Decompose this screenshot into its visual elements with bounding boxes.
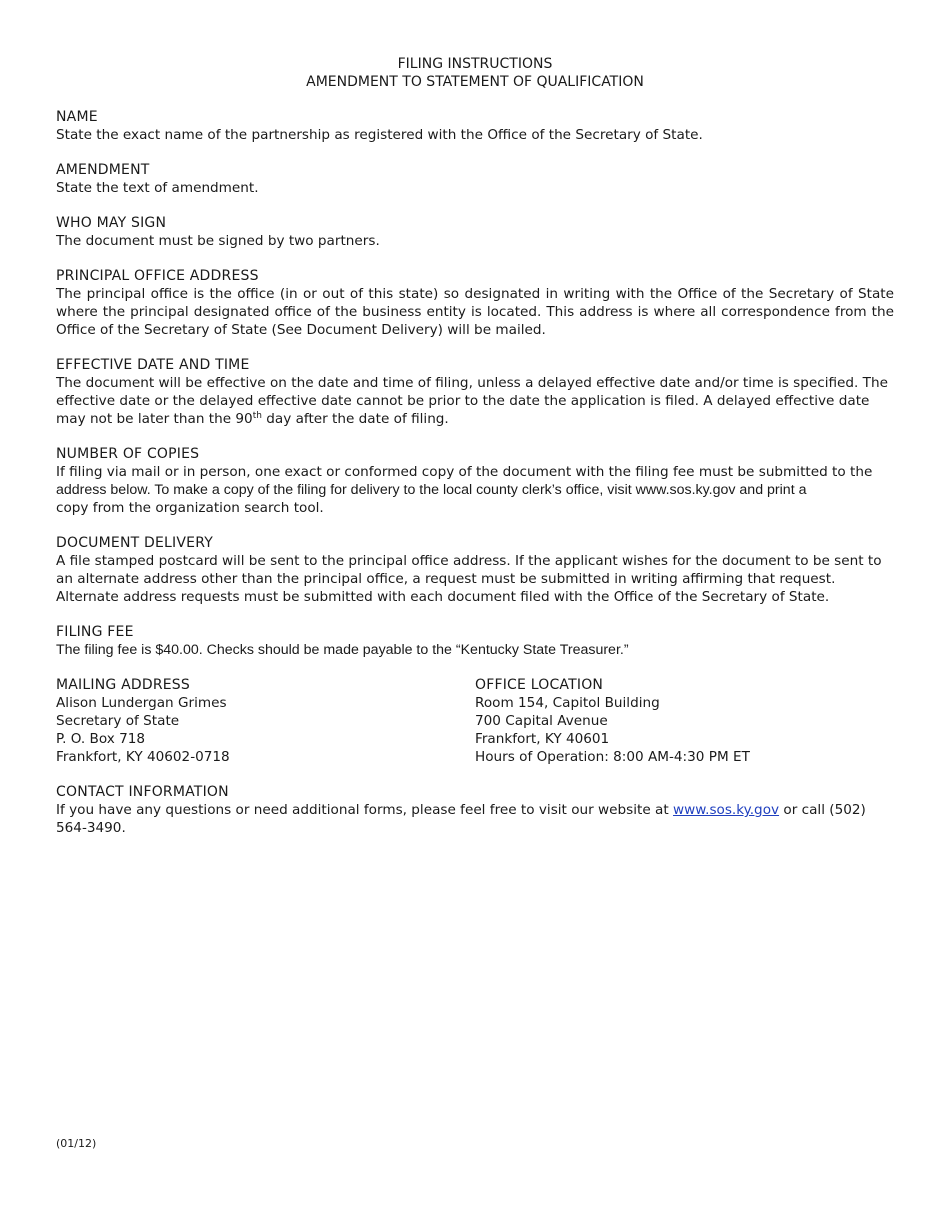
title-line-1: FILING INSTRUCTIONS: [397, 56, 553, 72]
section-heading: EFFECTIVE DATE AND TIME: [56, 357, 250, 373]
address-line: 700 Capital Avenue: [475, 713, 608, 729]
section-filing-fee: [56, 623, 894, 659]
section-heading: AMENDMENT: [56, 162, 150, 178]
contact-text-start: If you have any questions or need additional forms, please feel free to visit our website at: [56, 802, 674, 818]
contact-text-end: or call (502) 564-3490.: [56, 802, 866, 836]
section-text: A file stamped postcard will be sent to the principal office address. If the applicant wishes for the document to be sent to an alternate address other than the principal office, a request must be submitted in writing affirming that request. Alternate address requests must be submitted with each document filed with the Office of the Secretary of State.: [56, 553, 882, 605]
section-document-delivery: [56, 534, 894, 606]
section-text: [56, 801, 894, 837]
document-title: [0, 55, 950, 91]
revision-date: (01/12): [56, 1137, 97, 1150]
address-line: Frankfort, KY 40601: [475, 731, 610, 747]
section-heading: NAME: [56, 109, 98, 125]
section-text: [56, 374, 894, 428]
title-line-2: AMENDMENT TO STATEMENT OF QUALIFICATION: [306, 74, 644, 90]
address-columns: [56, 676, 894, 766]
section-effective-date: [56, 356, 894, 428]
website-link[interactable]: www.sos.ky.gov: [673, 802, 780, 818]
section-number-of-copies: [56, 445, 894, 517]
section-heading: CONTACT INFORMATION: [56, 784, 229, 800]
effective-text-start: The document will be effective on the date and time of filing, unless a delayed effective date and/or time is specified. The effective date or the delayed effective date cannot be prior to the date the application is filed. A delayed effective date may not be later than the 90: [56, 375, 888, 427]
ordinal-suffix: th: [252, 411, 262, 421]
section-amendment: [56, 161, 894, 197]
section-principal-office: [56, 267, 894, 339]
address-line: Frankfort, KY 40602-0718: [56, 749, 230, 765]
section-heading: DOCUMENT DELIVERY: [56, 535, 213, 551]
section-who-may-sign: [56, 214, 894, 250]
section-heading: PRINCIPAL OFFICE ADDRESS: [56, 268, 259, 284]
section-contact-information: [56, 783, 894, 837]
address-line: Room 154, Capitol Building: [475, 695, 660, 711]
section-name: [56, 108, 894, 144]
address-line: Secretary of State: [56, 713, 180, 729]
address-line: Alison Lundergan Grimes: [56, 695, 227, 711]
section-heading: FILING FEE: [56, 624, 134, 640]
copies-line-1: If filing via mail or in person, one exact or conformed copy of the document with the filing fee must be submitted to the: [56, 464, 873, 480]
section-text: The principal office is the office (in or out of this state) so designated in writing with the Office of the Secretary of State where the principal designated office of the business entity is located. This address is where all correspondence from the Office of the Secretary of State (See Document Delivery) will be mailed.: [56, 286, 894, 338]
section-heading: MAILING ADDRESS: [56, 677, 190, 693]
copies-line-2: address below. To make a copy of the filing for delivery to the local county clerk’s office, visit www.sos.ky.gov and print a: [56, 482, 807, 498]
address-line: P. O. Box 718: [56, 731, 146, 747]
section-text: State the text of amendment.: [56, 180, 259, 196]
section-heading: WHO MAY SIGN: [56, 215, 167, 231]
effective-text-end: day after the date of filing.: [261, 411, 449, 427]
section-text: The filing fee is $40.00. Checks should be made payable to the “Kentucky State Treasurer.”: [56, 642, 629, 658]
office-location: [475, 676, 894, 766]
mailing-address: [56, 676, 475, 766]
section-text: The document must be signed by two partners.: [56, 233, 380, 249]
section-heading: OFFICE LOCATION: [475, 677, 604, 693]
instructions-body: [56, 108, 894, 854]
copies-line-3: copy from the organization search tool.: [56, 500, 324, 516]
section-heading: NUMBER OF COPIES: [56, 446, 200, 462]
section-text: State the exact name of the partnership as registered with the Office of the Secretary of State.: [56, 127, 703, 143]
office-hours: Hours of Operation: 8:00 AM-4:30 PM ET: [475, 749, 750, 765]
